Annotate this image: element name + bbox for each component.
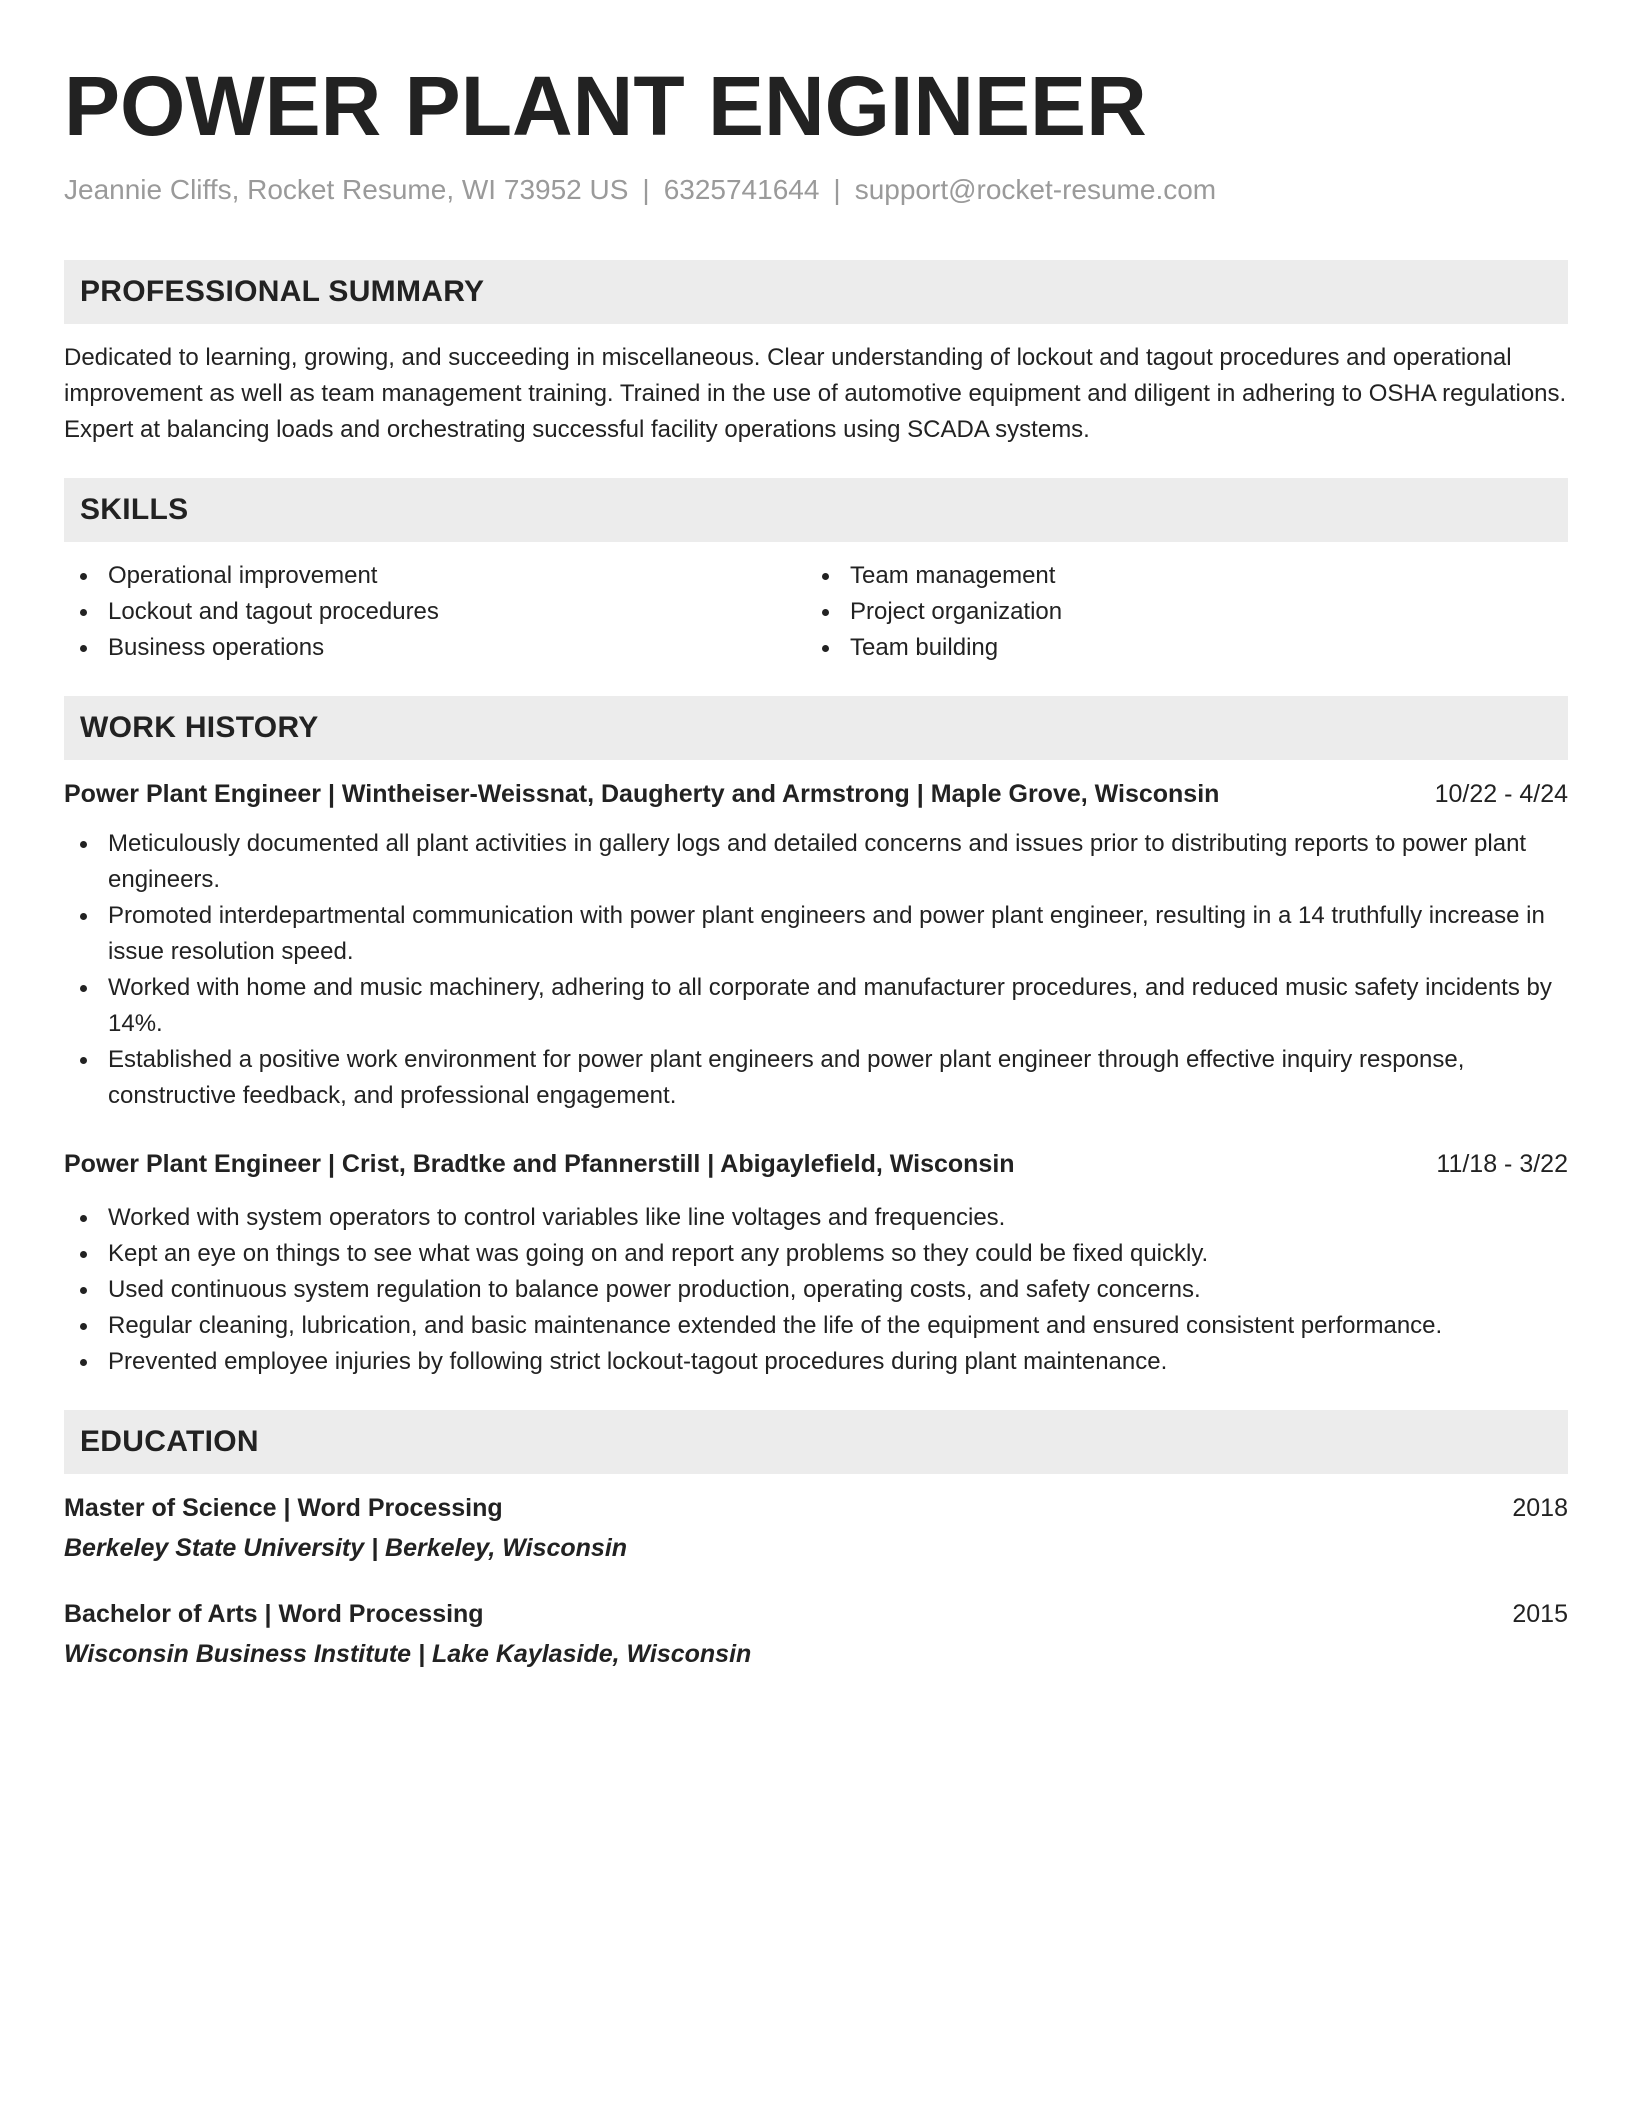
skill-item: Operational improvement (64, 558, 806, 594)
job-dates: 10/22 - 4/24 (1434, 780, 1568, 808)
work-history-heading: WORK HISTORY (64, 696, 1568, 760)
education-year: 2015 (1512, 1600, 1568, 1628)
skill-item: Team building (806, 630, 1548, 666)
education-school: Wisconsin Business Institute | Lake Kaylaside, Wisconsin (64, 1640, 752, 1668)
skills-column-left (64, 558, 806, 666)
skills-list (64, 558, 1568, 666)
summary-text: Dedicated to learning, growing, and succeeding in miscellaneous. Clear understanding of lockout and tagout procedures and operational improvement as well as team management training. Trained in the use of automotive equipment and diligent in adhering to OSHA regulations. Expert at balancing loads and orchestrating successful facility operations using SCADA systems. (64, 344, 1567, 443)
education-entry-header (64, 1596, 1568, 1632)
education-entry-header (64, 1490, 1568, 1526)
job-bullet: Worked with system operators to control variables like line voltages and frequencies. (64, 1200, 1568, 1236)
contact-email: support@rocket-resume.com (854, 174, 1217, 205)
skill-item: Business operations (64, 630, 806, 666)
skills-heading: SKILLS (64, 478, 1568, 542)
job-bullet: Worked with home and music machinery, adhering to all corporate and manufacturer procedures, and reduced music safety incidents by 14%. (64, 970, 1568, 1042)
job-title: Power Plant Engineer | Crist, Bradtke and Pfannerstill | Abigaylefield, Wisconsin (64, 1150, 1015, 1178)
job-bullet: Promoted interdepartmental communication with power plant engineers and power plant engineer, resulting in a 14 truthfully increase in issue resolution speed. (64, 898, 1568, 970)
job-bullets (64, 1200, 1568, 1380)
job-dates: 11/18 - 3/22 (1436, 1150, 1568, 1178)
job-bullet: Prevented employee injuries by following strict lockout-tagout procedures during plant maintenance. (64, 1344, 1568, 1380)
skill-item: Team management (806, 558, 1548, 594)
skills-column-right (806, 558, 1548, 666)
job-bullet: Meticulously documented all plant activities in gallery logs and detailed concerns and issues prior to distributing reports to power plant engineers. (64, 826, 1568, 898)
education-school: Berkeley State University | Berkeley, Wisconsin (64, 1534, 628, 1562)
job-header (64, 1146, 1568, 1182)
page-title: POWER PLANT ENGINEER (64, 59, 1147, 153)
contact-separator: | (642, 174, 650, 205)
education-degree: Master of Science | Word Processing (64, 1494, 503, 1522)
job-bullet: Kept an eye on things to see what was going on and report any problems so they could be fixed quickly. (64, 1236, 1568, 1272)
contact-separator: | (833, 174, 841, 205)
contact-phone: 6325741644 (663, 174, 820, 205)
education-year: 2018 (1512, 1494, 1568, 1522)
job-bullets (64, 826, 1568, 1114)
job-title: Power Plant Engineer | Wintheiser-Weissnat, Daugherty and Armstrong | Maple Grove, Wisconsin (64, 780, 1220, 808)
skill-item: Lockout and tagout procedures (64, 594, 806, 630)
job-bullet: Established a positive work environment for power plant engineers and power plant engineer through effective inquiry response, constructive feedback, and professional engagement. (64, 1042, 1568, 1114)
job-bullet: Used continuous system regulation to balance power production, operating costs, and safety concerns. (64, 1272, 1568, 1308)
job-header (64, 776, 1568, 812)
resume-page (64, 56, 1568, 1672)
summary-heading: PROFESSIONAL SUMMARY (64, 260, 1568, 324)
contact-line (64, 172, 1568, 208)
education-heading: EDUCATION (64, 1410, 1568, 1474)
contact-address: Jeannie Cliffs, Rocket Resume, WI 73952 US (64, 174, 629, 205)
skill-item: Project organization (806, 594, 1548, 630)
job-bullet: Regular cleaning, lubrication, and basic maintenance extended the life of the equipment and ensured consistent performance. (64, 1308, 1568, 1344)
education-degree: Bachelor of Arts | Word Processing (64, 1600, 484, 1628)
